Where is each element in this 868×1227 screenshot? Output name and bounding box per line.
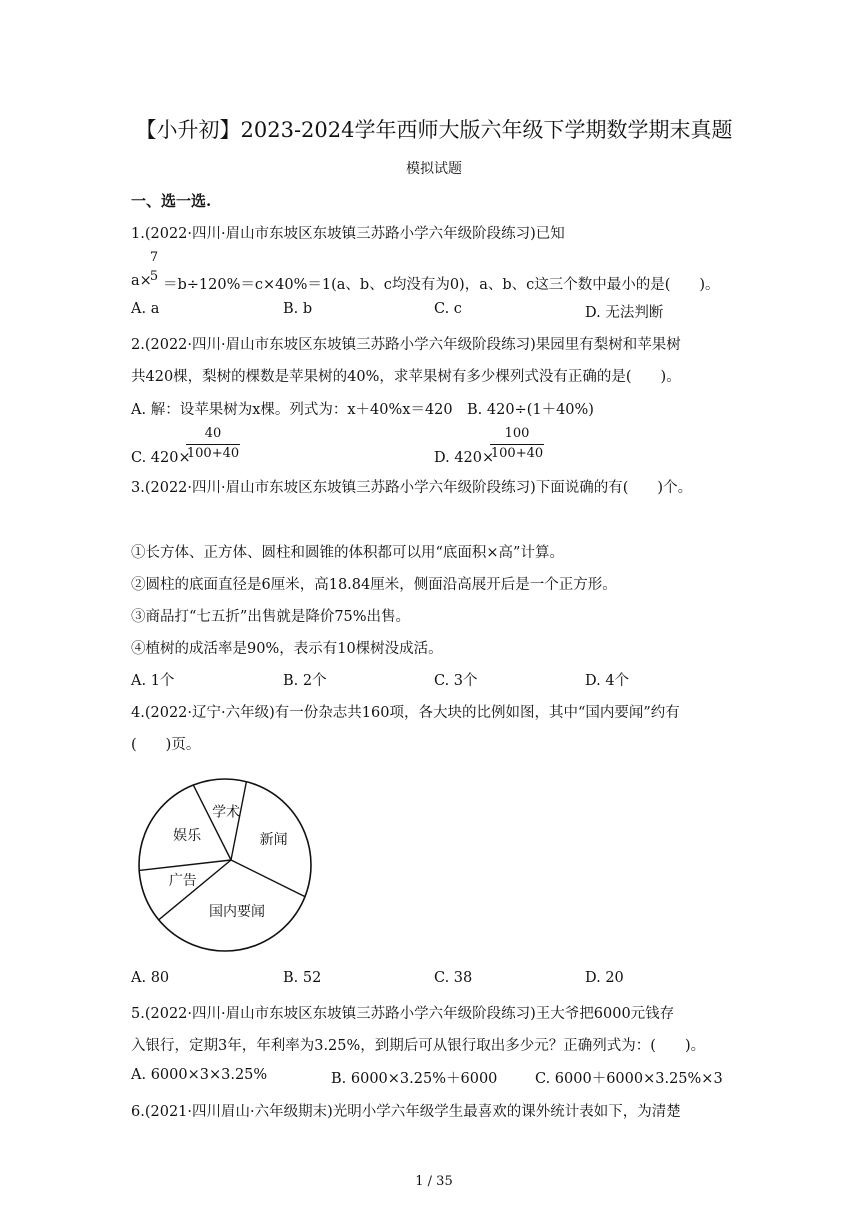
q4-option-c[interactable]: C. 38 <box>434 970 473 986</box>
q3-item-3: ③商品打“七五折”出售就是降价75%出售。 <box>131 609 411 625</box>
pie-chart <box>130 770 320 960</box>
q5-stem-line1: 5.(2022·四川·眉山市东坡区东坡镇三苏路小学六年级阶段练习)王大爷把6000元钱存 <box>131 1006 675 1022</box>
q1-stem: 1.(2022·四川·眉山市东坡区东坡镇三苏路小学六年级阶段练习)已知 <box>131 226 565 242</box>
q3-option-a[interactable]: A. 1个 <box>131 673 175 689</box>
q1-option-d[interactable]: D. 无法判断 <box>585 305 664 321</box>
q1-option-a[interactable]: A. a <box>131 301 160 317</box>
q1-option-b[interactable]: B. b <box>283 301 313 317</box>
q2-option-a[interactable]: A. 解：设苹果树为x棵。列式为：x＋40%x＝420 <box>131 402 453 418</box>
q5-option-b[interactable]: B. 6000×3.25%＋6000 <box>331 1071 498 1087</box>
q6-stem-line1: 6.(2021·四川眉山·六年级期末)光明小学六年级学生最喜欢的课外统计表如下，为清楚 <box>131 1104 681 1120</box>
q1-frac-num: 7 <box>149 250 159 265</box>
q2-optd-num: 100 <box>504 426 530 441</box>
q1-expr-rest: ＝b÷120%＝c×40%＝1(a、b、c均没有为0)，a、b、c这三个数中最小的是( )。 <box>163 277 720 293</box>
q2-optd-den: 100+40 <box>490 446 544 461</box>
q2-optd-frac-bar <box>490 444 544 445</box>
q2-option-b[interactable]: B. 420÷(1＋40%) <box>467 402 594 418</box>
pie-slice-label: 国内要闻 <box>209 903 266 920</box>
q1-frac-den: 5 <box>149 269 159 284</box>
q2-stem-line1: 2.(2022·四川·眉山市东坡区东坡镇三苏路小学六年级阶段练习)果园里有梨树和苹果树 <box>131 337 681 353</box>
q2-optc-den: 100+40 <box>186 446 240 461</box>
page-subtitle: 模拟试题 <box>406 161 462 177</box>
q2-optc-frac-bar <box>186 444 240 445</box>
q4-option-a[interactable]: A. 80 <box>131 970 170 986</box>
q1-option-c[interactable]: C. c <box>434 301 462 317</box>
q3-stem: 3.(2022·四川·眉山市东坡区东坡镇三苏路小学六年级阶段练习)下面说确的有( )个。 <box>131 480 693 496</box>
q5-option-a[interactable]: A. 6000×3×3.25% <box>131 1067 268 1083</box>
q5-stem-line2: 入银行，定期3年，年利率为3.25%，到期后可从银行取出多少元？正确列式为：( )。 <box>131 1038 706 1054</box>
q4-stem-line1: 4.(2022·辽宁·六年级)有一份杂志共160项，各大块的比例如图，其中“国内要闻”约有 <box>131 705 680 721</box>
q2-option-c[interactable]: C. 420× <box>131 450 191 466</box>
q4-stem-line2: ( )页。 <box>131 737 201 753</box>
pie-slice-label: 广告 <box>168 872 197 889</box>
page-number: 1 / 35 <box>415 1174 453 1189</box>
q2-option-d[interactable]: D. 420× <box>434 450 495 466</box>
q3-option-b[interactable]: B. 2个 <box>283 673 327 689</box>
pie-slice-label: 娱乐 <box>173 827 202 844</box>
q4-option-d[interactable]: D. 20 <box>585 970 624 986</box>
q3-option-d[interactable]: D. 4个 <box>585 673 630 689</box>
pie-slice-label: 新闻 <box>259 831 288 848</box>
section-heading: 一、选一选. <box>131 192 212 210</box>
q3-item-1: ①长方体、正方体、圆柱和圆锥的体积都可以用“底面积×高”计算。 <box>131 545 564 561</box>
q3-option-c[interactable]: C. 3个 <box>434 673 478 689</box>
page-title: 【小升初】2023-2024学年西师大版六年级下学期数学期末真题 <box>135 118 733 142</box>
q4-option-b[interactable]: B. 52 <box>283 970 322 986</box>
pie-slice-label: 学术 <box>212 804 241 821</box>
q2-optc-num: 40 <box>204 426 222 441</box>
q1-expr-prefix: a× <box>131 273 152 289</box>
q3-item-4: ④植树的成活率是90%，表示有10棵树没成活。 <box>131 641 443 657</box>
q3-item-2: ②圆柱的底面直径是6厘米，高18.84厘米，侧面沿高展开后是一个正方形。 <box>131 577 617 593</box>
q5-option-c[interactable]: C. 6000＋6000×3.25%×3 <box>535 1071 723 1087</box>
q2-stem-line2: 共420棵，梨树的棵数是苹果树的40%，求苹果树有多少棵列式没有正确的是( )。 <box>131 369 681 385</box>
